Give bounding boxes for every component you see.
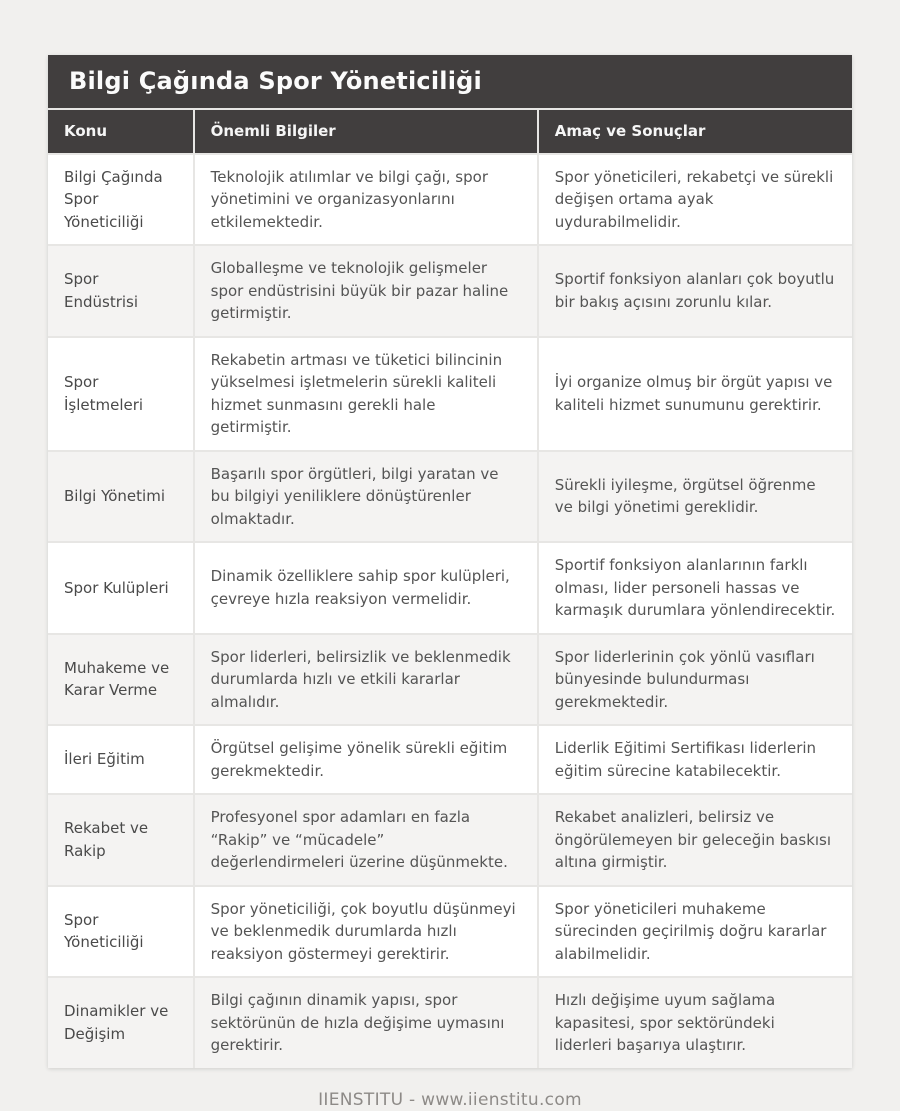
cell-amac-ve-sonuclar: Rekabet analizleri, belirsiz ve öngörülemeyen bir geleceğin baskısı altına girmiştir. bbox=[539, 795, 852, 885]
cell-konu: Spor Yöneticiliği bbox=[48, 887, 193, 977]
cell-konu: Bilgi Çağında Spor Yöneticiliği bbox=[48, 155, 193, 245]
table-row bbox=[48, 338, 852, 450]
table-row bbox=[48, 795, 852, 885]
footer-text: IIENSTITU - www.iienstitu.com bbox=[318, 1089, 582, 1110]
table-row bbox=[48, 726, 852, 793]
table-row bbox=[48, 452, 852, 542]
table-row bbox=[48, 978, 852, 1068]
cell-amac-ve-sonuclar: Spor yöneticileri, rekabetçi ve sürekli değişen ortama ayak uydurabilmelidir. bbox=[539, 155, 852, 245]
cell-amac-ve-sonuclar: Liderlik Eğitimi Sertifikası liderlerin eğitim sürecine katabilecektir. bbox=[539, 726, 852, 793]
cell-konu: Rekabet ve Rakip bbox=[48, 795, 193, 885]
cell-konu: Dinamikler ve Değişim bbox=[48, 978, 193, 1068]
cell-onemli-bilgiler: Globalleşme ve teknolojik gelişmeler spor endüstrisini büyük bir pazar haline getirmiştir. bbox=[195, 246, 537, 336]
column-header-onemli-bilgiler: Önemli Bilgiler bbox=[195, 110, 537, 153]
cell-amac-ve-sonuclar: Spor liderlerinin çok yönlü vasıfları bünyesinde bulundurması gerekmektedir. bbox=[539, 635, 852, 725]
cell-amac-ve-sonuclar: Sportif fonksiyon alanlarının farklı olması, lider personeli hassas ve karmaşık durumlara yönlendirecektir. bbox=[539, 543, 852, 633]
cell-konu: Muhakeme ve Karar Verme bbox=[48, 635, 193, 725]
cell-onemli-bilgiler: Spor liderleri, belirsizlik ve beklenmedik durumlarda hızlı ve etkili kararlar almalıdır. bbox=[195, 635, 537, 725]
cell-onemli-bilgiler: Teknolojik atılımlar ve bilgi çağı, spor yönetimini ve organizasyonlarını etkilemektedir. bbox=[195, 155, 537, 245]
cell-konu: İleri Eğitim bbox=[48, 726, 193, 793]
column-header-amac-ve-sonuclar: Amaç ve Sonuçlar bbox=[539, 110, 852, 153]
table-row bbox=[48, 543, 852, 633]
table-row bbox=[48, 635, 852, 725]
cell-konu: Spor İşletmeleri bbox=[48, 338, 193, 450]
table-header-row bbox=[48, 110, 852, 153]
info-table-card bbox=[48, 55, 852, 1068]
cell-amac-ve-sonuclar: İyi organize olmuş bir örgüt yapısı ve kaliteli hizmet sunumunu gerektirir. bbox=[539, 338, 852, 450]
cell-onemli-bilgiler: Başarılı spor örgütleri, bilgi yaratan ve bu bilgiyi yeniliklere dönüştürenler olmaktadır. bbox=[195, 452, 537, 542]
cell-onemli-bilgiler: Rekabetin artması ve tüketici bilincinin yükselmesi işletmelerin sürekli kaliteli hizmet sunmasını gerekli hale getirmiştir. bbox=[195, 338, 537, 450]
cell-amac-ve-sonuclar: Sürekli iyileşme, örgütsel öğrenme ve bilgi yönetimi gereklidir. bbox=[539, 452, 852, 542]
cell-konu: Spor Kulüpleri bbox=[48, 543, 193, 633]
column-header-konu: Konu bbox=[48, 110, 193, 153]
cell-onemli-bilgiler: Spor yöneticiliği, çok boyutlu düşünmeyi ve beklenmedik durumlarda hızlı reaksiyon göstermeyi gerektirir. bbox=[195, 887, 537, 977]
table-row bbox=[48, 887, 852, 977]
table-row bbox=[48, 246, 852, 336]
cell-onemli-bilgiler: Dinamik özelliklere sahip spor kulüpleri, çevreye hızla reaksiyon vermelidir. bbox=[195, 543, 537, 633]
cell-amac-ve-sonuclar: Spor yöneticileri muhakeme sürecinden geçirilmiş doğru kararlar alabilmelidir. bbox=[539, 887, 852, 977]
cell-amac-ve-sonuclar: Hızlı değişime uyum sağlama kapasitesi, spor sektöründeki liderleri başarıya ulaştırır. bbox=[539, 978, 852, 1068]
cell-onemli-bilgiler: Bilgi çağının dinamik yapısı, spor sektörünün de hızla değişime uymasını gerektirir. bbox=[195, 978, 537, 1068]
cell-amac-ve-sonuclar: Sportif fonksiyon alanları çok boyutlu bir bakış açısını zorunlu kılar. bbox=[539, 246, 852, 336]
cell-onemli-bilgiler: Örgütsel gelişime yönelik sürekli eğitim gerekmektedir. bbox=[195, 726, 537, 793]
cell-konu: Spor Endüstrisi bbox=[48, 246, 193, 336]
table-body bbox=[48, 155, 852, 1068]
cell-onemli-bilgiler: Profesyonel spor adamları en fazla “Rakip” ve “mücadele” değerlendirmeleri üzerine düşünmekte. bbox=[195, 795, 537, 885]
cell-konu: Bilgi Yönetimi bbox=[48, 452, 193, 542]
table-row bbox=[48, 155, 852, 245]
page-title: Bilgi Çağında Spor Yöneticiliği bbox=[48, 55, 852, 108]
